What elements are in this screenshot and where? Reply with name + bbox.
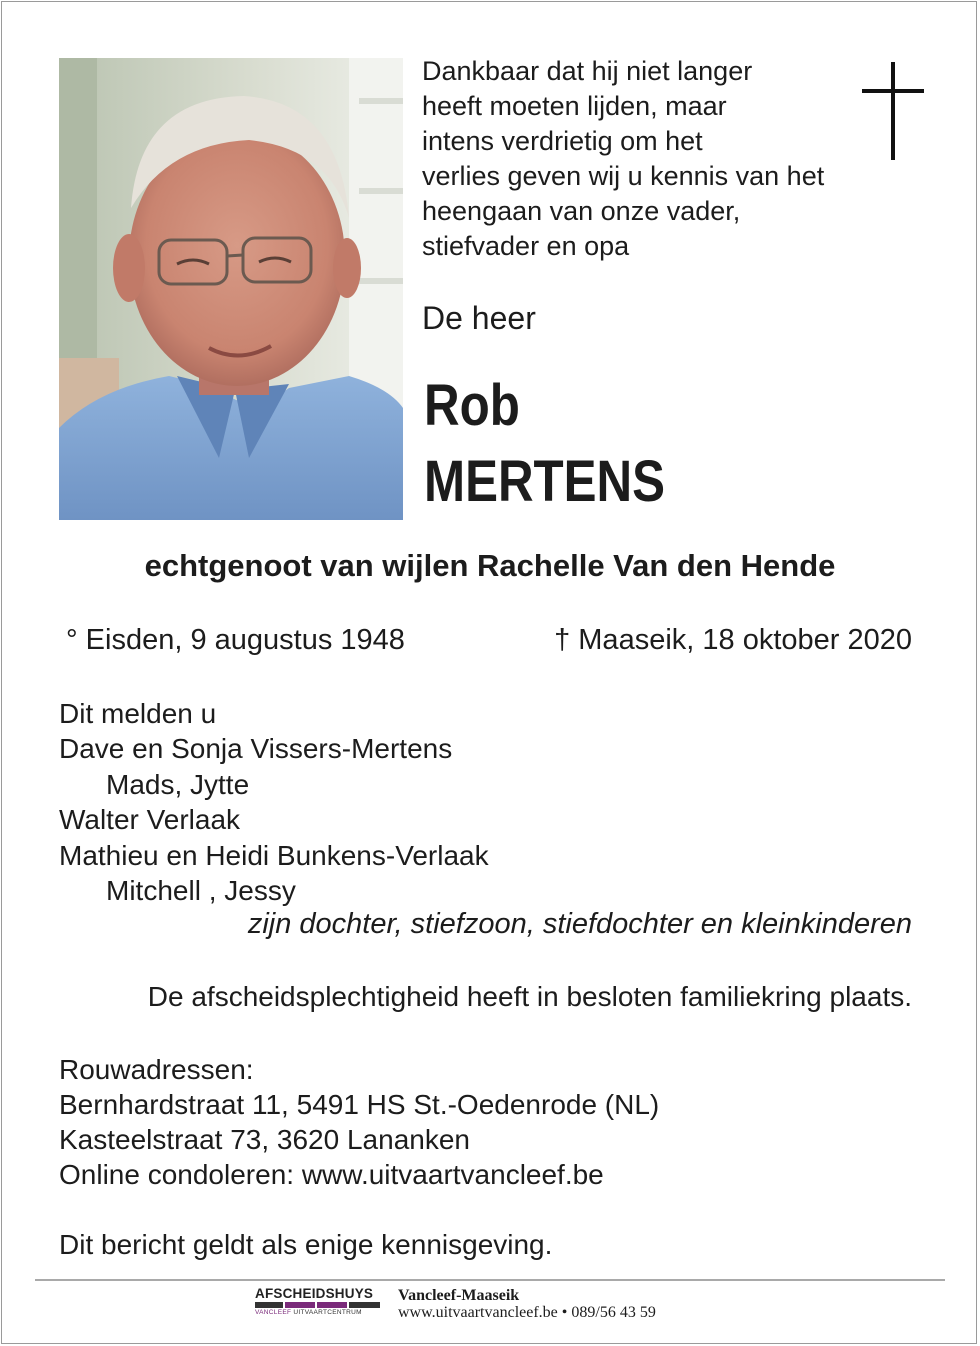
intro-line: heengaan van onze vader, — [422, 196, 741, 226]
family-list — [59, 696, 489, 908]
death-info: † Maaseik, 18 oktober 2020 — [554, 624, 912, 656]
birth-info: ° Eisden, 9 augustus 1948 — [66, 624, 405, 656]
cross-icon — [862, 62, 924, 160]
grandchildren-line: Mads, Jytte — [106, 768, 250, 800]
intro-text — [422, 54, 824, 264]
intro-line: stiefvader en opa — [422, 231, 630, 261]
intro-line: intens verdrietig om het — [422, 126, 703, 156]
ceremony-text: De afscheidsplechtigheid heeft in besloten familiekring plaats. — [147, 981, 912, 1012]
family-line: Dave en Sonja Vissers-Mertens — [59, 733, 453, 765]
logo-right-text: UITVAARTCENTRUM — [293, 1309, 362, 1316]
family-line: Walter Verlaak — [59, 804, 241, 836]
addresses-heading: Rouwadressen: — [59, 1054, 254, 1085]
portrait-photo — [59, 58, 403, 520]
spouse-line: echtgenoot van wijlen Rachelle Van den Hende — [144, 548, 836, 583]
funeral-home-logo — [255, 1286, 380, 1316]
intro-line: verlies geven wij u kennis van het — [422, 161, 825, 191]
grandchildren-line: Mitchell , Jessy — [106, 875, 296, 907]
footer-divider — [35, 1279, 945, 1281]
firm-contact: www.uitvaartvancleef.be • 089/56 43 59 — [398, 1304, 656, 1321]
logo-bars — [255, 1302, 380, 1308]
honorific-title: De heer — [422, 300, 536, 336]
logo-title: AFSCHEIDSHUYS — [255, 1286, 374, 1301]
family-line: Mathieu en Heidi Bunkens-Verlaak — [59, 839, 489, 871]
address-line: Bernhardstraat 11, 5491 HS St.-Oedenrode (NL) — [59, 1089, 660, 1120]
logo-subtitle — [255, 1309, 380, 1316]
logo-left-text: VANCLEEF — [255, 1309, 292, 1316]
mourning-addresses — [59, 1052, 659, 1192]
first-name: Rob — [424, 373, 520, 438]
address-line: Kasteelstraat 73, 3620 Lananken — [59, 1124, 470, 1155]
family-relation: zijn dochter, stiefzoon, stiefdochter en kleinkinderen — [247, 908, 912, 940]
intro-line: heeft moeten lijden, maar — [422, 91, 727, 121]
family-intro: Dit melden u — [59, 698, 217, 729]
last-name: MERTENS — [424, 449, 666, 514]
online-condolence-line: Online condoleren: www.uitvaartvancleef.be — [59, 1159, 604, 1190]
intro-line: Dankbaar dat hij niet langer — [422, 56, 753, 86]
firm-name: Vancleef-Maaseik — [398, 1287, 520, 1304]
notice-text: Dit bericht geldt als enige kennisgeving. — [59, 1229, 553, 1260]
